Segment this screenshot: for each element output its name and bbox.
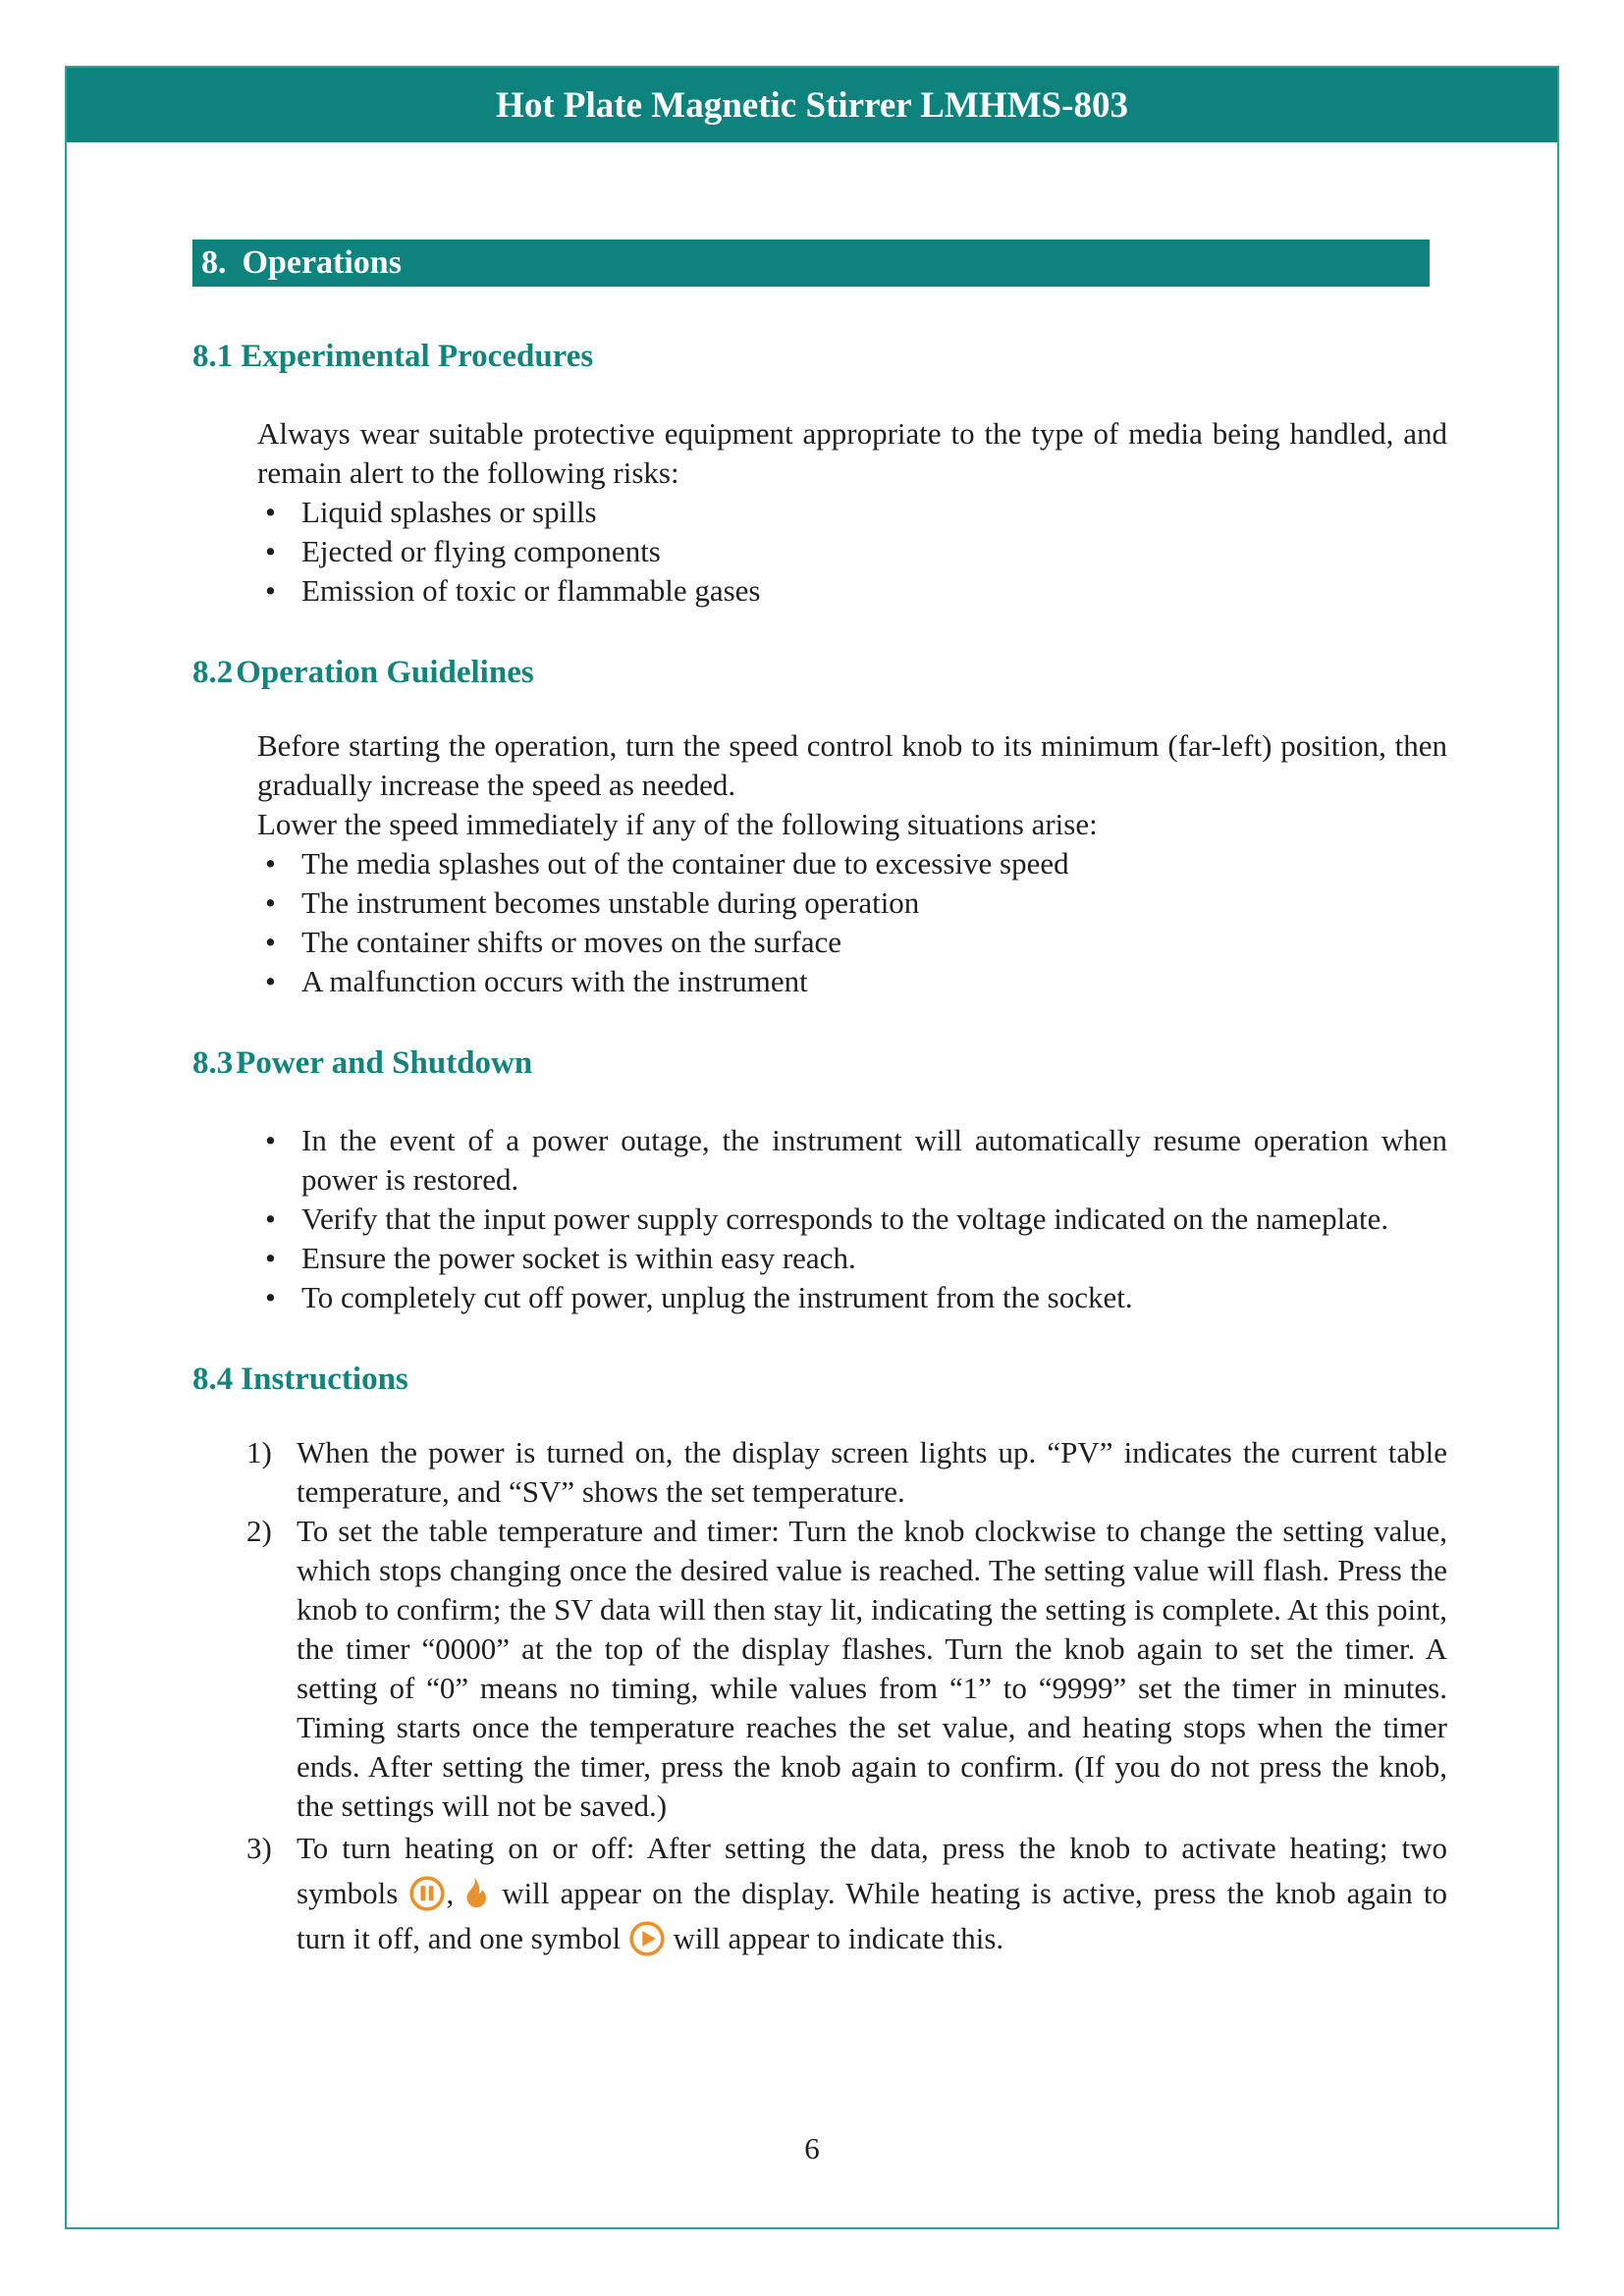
item-text: When the power is turned on, the display screen lights up. “PV” indicates the current table temperature, and “SV” shows the set temperature.	[297, 1435, 1447, 1509]
page-frame	[65, 66, 1559, 2229]
heading-text: Operation Guidelines	[236, 655, 534, 690]
item-text: To set the table temperature and timer: Turn the knob clockwise to change the setting value, which stops changing once the desired value is reached. The setting value will flash. Press the knob to confirm; the SV data will then stay lit, indicating the setting is complete. At this point, the timer “0000” at the top of the display flashes. Turn the knob again to set the timer. A setting of “0” means no timing, while values from “1” to “9999” set the timer in minutes. Timing starts once the temperature reaches the set value, and heating stops when the timer ends. After setting the timer, press the knob again to confirm. (If you do not press the knob, the settings will not be saved.)	[297, 1514, 1447, 1823]
section-8-1	[192, 338, 1447, 611]
bullet-item	[192, 923, 1447, 962]
item-text: will appear on the display. While heating is active, press the knob again to turn it off, and one symbol	[297, 1876, 1455, 1955]
bullet-marker: •	[265, 1280, 276, 1314]
heading-number: 8.3	[192, 1045, 234, 1081]
heading-text: Instructions	[241, 1362, 408, 1397]
numbered-item	[192, 1512, 1447, 1826]
bullet-item	[192, 883, 1447, 923]
item-text: ,	[446, 1876, 455, 1910]
pause-circle-icon	[408, 1875, 446, 1912]
bullet-text: The media splashes out of the container due to excessive speed	[301, 846, 1069, 881]
bullet-text: Verify that the input power supply corresponds to the voltage indicated on the nameplate.	[301, 1201, 1389, 1236]
bullet-text: The instrument becomes unstable during operation	[301, 885, 920, 920]
heading-number: 8.4	[192, 1362, 234, 1397]
content-area	[67, 240, 1557, 1961]
bullet-marker: •	[265, 846, 276, 881]
numbered-item	[192, 1826, 1455, 1961]
bullet-list	[192, 493, 1447, 611]
bullet-text: In the event of a power outage, the instrument will automatically resume operation when power is restored.	[301, 1123, 1447, 1197]
item-number: 3)	[246, 1831, 272, 1865]
section-8-4-heading	[192, 1361, 1447, 1398]
numbered-list	[192, 1433, 1455, 1961]
numbered-item	[192, 1433, 1447, 1512]
bullet-marker: •	[265, 1241, 276, 1275]
play-circle-icon	[628, 1920, 666, 1957]
body-paragraph: Before starting the operation, turn the speed control knob to its minimum (far-left) position, then gradually increase the speed as needed.	[257, 728, 1447, 802]
bullet-marker: •	[265, 1201, 276, 1236]
section-8-1-heading	[192, 338, 1447, 375]
bullet-item	[192, 1239, 1447, 1278]
item-text: will appear to indicate this.	[665, 1921, 1004, 1955]
item-text: To turn heating on or off: After setting the data, press the knob to activate heating; two symbols	[297, 1831, 1455, 1910]
bullet-marker: •	[265, 964, 276, 998]
bullet-item	[192, 1200, 1447, 1239]
body-paragraph: Always wear suitable protective equipment appropriate to the type of media being handled, and remain alert to the following risks:	[257, 416, 1447, 490]
bullet-marker: •	[265, 885, 276, 920]
bullet-text: The container shifts or moves on the surface	[301, 925, 842, 959]
flame-icon	[454, 1875, 491, 1912]
item-number: 1)	[246, 1435, 272, 1469]
bullet-item	[192, 571, 1447, 611]
bullet-text: Ejected or flying components	[301, 534, 661, 568]
section-8-3-heading	[192, 1044, 1447, 1082]
bullet-item	[192, 493, 1447, 532]
heading-text: Power and Shutdown	[236, 1045, 533, 1081]
bullet-item	[192, 532, 1447, 571]
section-8-2	[192, 654, 1447, 1001]
document-title-bar	[67, 68, 1557, 142]
bullet-text: Liquid splashes or spills	[301, 495, 597, 529]
bullet-text: A malfunction occurs with the instrument	[301, 964, 808, 998]
heading-text: Experimental Procedures	[241, 339, 594, 374]
bullet-item	[192, 844, 1447, 883]
section-8-3	[192, 1044, 1447, 1317]
bullet-marker: •	[265, 925, 276, 959]
document-title: Hot Plate Magnetic Stirrer LMHMS-803	[496, 84, 1128, 126]
bullet-item	[192, 1278, 1447, 1317]
bullet-marker: •	[265, 1123, 276, 1157]
body-paragraph: Lower the speed immediately if any of the following situations arise:	[257, 807, 1098, 841]
heading-number: 8.1	[192, 339, 234, 374]
bullet-text: Ensure the power socket is within easy reach.	[301, 1241, 856, 1275]
bullet-marker: •	[265, 534, 276, 568]
section-8-4	[192, 1361, 1455, 1961]
heading-number: 8.2	[192, 655, 234, 690]
section-8-bar	[192, 240, 1430, 287]
section-8-number: 8.	[201, 244, 227, 281]
section-8-label: Operations	[242, 244, 402, 281]
bullet-list	[192, 844, 1447, 1001]
bullet-text: To completely cut off power, unplug the instrument from the socket.	[301, 1280, 1133, 1314]
section-8-2-heading	[192, 654, 1447, 691]
bullet-text: Emission of toxic or flammable gases	[301, 573, 761, 608]
bullet-marker: •	[265, 573, 276, 608]
bullet-item	[192, 1121, 1447, 1200]
bullet-marker: •	[265, 495, 276, 529]
page-number: 6	[804, 2131, 820, 2165]
item-number: 2)	[246, 1514, 272, 1548]
bullet-list	[192, 1121, 1447, 1317]
bullet-item	[192, 962, 1447, 1001]
